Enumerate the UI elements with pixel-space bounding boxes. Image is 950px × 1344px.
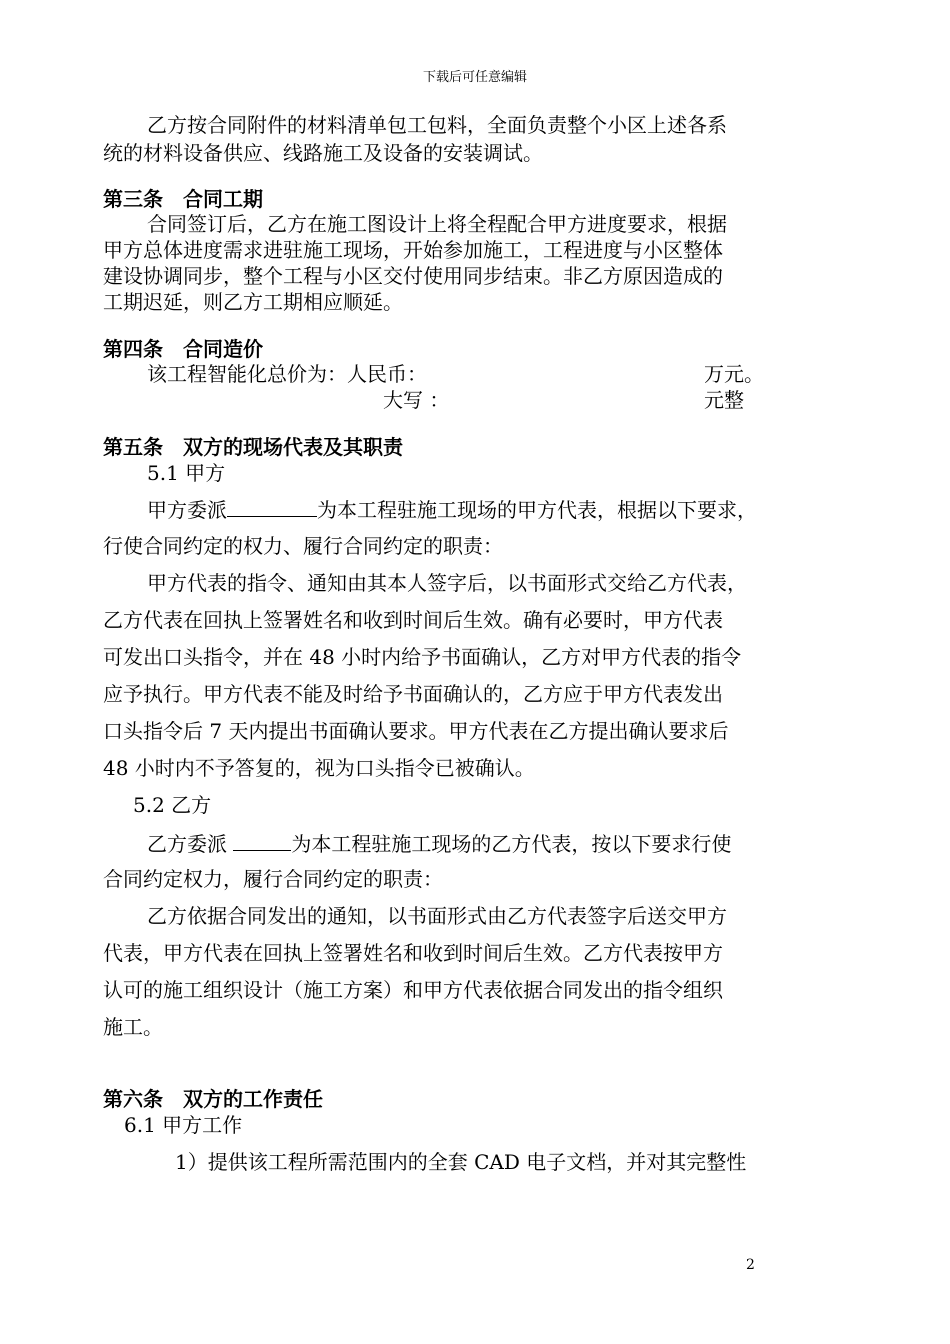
article-4-title: 第四条 合同造价 [103, 337, 263, 361]
section-5-1-line-1 [147, 498, 757, 520]
daxie-label: 大写 ： [383, 388, 450, 412]
section-5-2-line-6: 施工。 [103, 1015, 163, 1039]
section-5-1-line-5: 可发出口头指令，并在 48 小时内给予书面确认，乙方对甲方代表的指令 [103, 645, 742, 669]
section-5-2-title: 5.2 乙方 [133, 793, 212, 817]
section-5-1-line-1-end: 为本工程驻施工现场的甲方代表，根据以下要求， [317, 498, 757, 522]
section-5-2-line-3: 乙方依据合同发出的通知，以书面形式由乙方代表签字后送交甲方 [147, 904, 727, 928]
jia-rep-blank [227, 498, 317, 517]
article-3-line-1: 合同签订后，乙方在施工图设计上将全程配合甲方进度要求，根据 [147, 212, 727, 236]
section-5-2-line-2: 合同约定权力，履行合同约定的职责： [103, 867, 443, 891]
section-5-1-line-8: 48 小时内不予答复的，视为口头指令已被确认。 [103, 756, 535, 780]
yi-rep-blank [233, 832, 291, 851]
price-unit: 万元。 [704, 362, 764, 386]
section-5-2-line-4: 代表，甲方代表在回执上签署姓名和收到时间后生效。乙方代表按甲方 [103, 941, 723, 965]
section-5-2-line-1 [147, 832, 731, 854]
section-5-1-line-3: 甲方代表的指令、通知由其本人签字后，以书面形式交给乙方代表， [147, 571, 747, 595]
article-3-line-2: 甲方总体进度需求进驻施工现场，开始参加施工，工程进度与小区整体 [103, 238, 723, 262]
intro-line-2: 统的材料设备供应、线路施工及设备的安装调试。 [103, 141, 543, 165]
intro-line-1: 乙方按合同附件的材料清单包工包料，全面负责整个小区上述各系 [147, 113, 727, 137]
section-5-1-title: 5.1 甲方 [147, 461, 226, 485]
article-5-title: 第五条 双方的现场代表及其职责 [103, 435, 403, 459]
section-5-1-line-6: 应予执行。甲方代表不能及时给予书面确认的，乙方应于甲方代表发出 [103, 682, 723, 706]
section-5-2-line-1-end: 为本工程驻施工现场的乙方代表，按以下要求行使 [291, 832, 732, 856]
section-5-1-line-2: 行使合同约定的权力、履行合同约定的职责： [103, 534, 503, 558]
price-label: 该工程智能化总价为：人民币： [147, 362, 427, 386]
article-6-title: 第六条 双方的工作责任 [103, 1087, 323, 1111]
section-5-1-line-1-start: 甲方委派 [147, 498, 227, 522]
page-number: 2 [746, 1257, 755, 1273]
page-header: 下载后可任意编辑 [422, 70, 527, 85]
section-5-1-line-4: 乙方代表在回执上签署姓名和收到时间后生效。确有必要时，甲方代表 [103, 608, 723, 632]
article-3-title: 第三条 合同工期 [103, 187, 263, 211]
section-5-2-line-5: 认可的施工组织设计（施工方案）和甲方代表依据合同发出的指令组织 [103, 978, 723, 1002]
section-6-1-item-1: 1）提供该工程所需范围内的全套 CAD 电子文档，并对其完整性 [175, 1150, 747, 1174]
section-5-1-line-7: 口头指令后 7 天内提出书面确认要求。甲方代表在乙方提出确认要求后 [103, 719, 729, 743]
section-6-1-title: 6.1 甲方工作 [124, 1113, 243, 1137]
daxie-unit: 元整 [704, 388, 744, 412]
article-3-line-4: 工期迟延，则乙方工期相应顺延。 [103, 290, 403, 314]
section-5-2-line-1-start: 乙方委派 [147, 832, 234, 856]
article-3-line-3: 建设协调同步，整个工程与小区交付使用同步结束。非乙方原因造成的 [103, 264, 723, 288]
